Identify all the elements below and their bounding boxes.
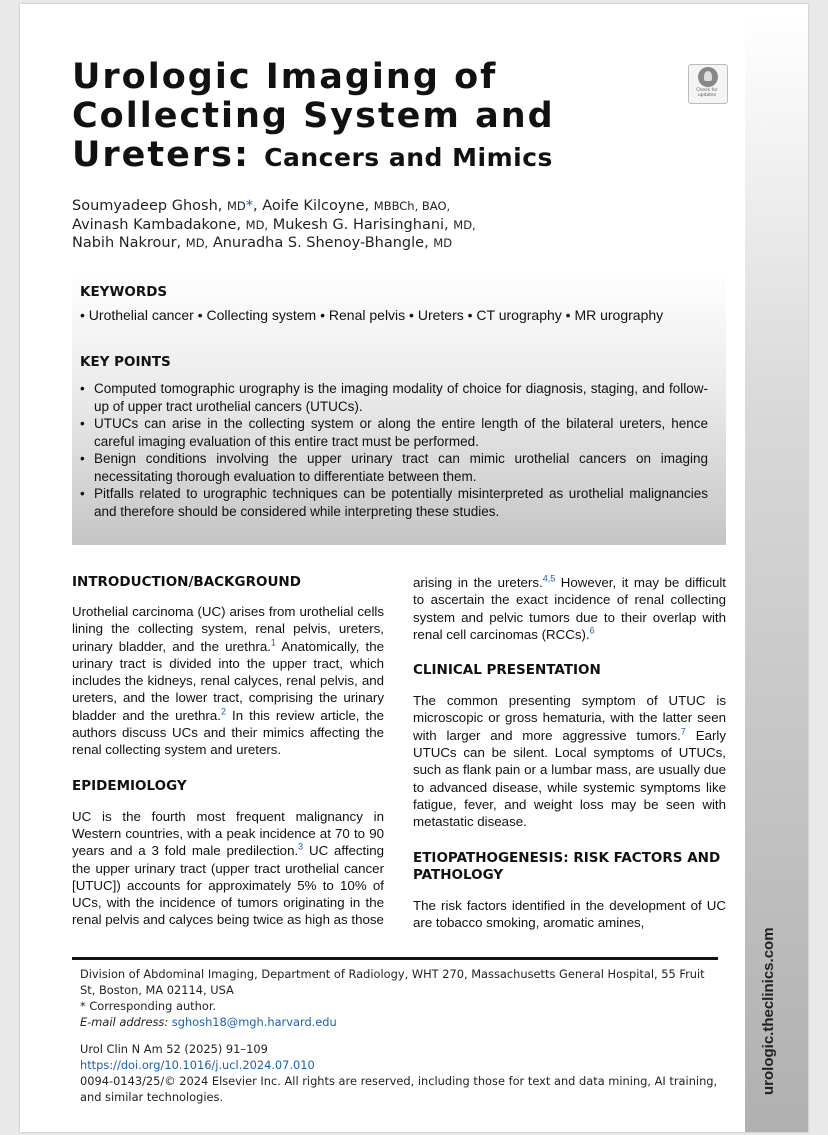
key-point-item: • Pitfalls related to urographic techniques can be potentially misinterpreted as urothelial malignancies and therefore should be considered while interpreting these studies.	[80, 485, 708, 520]
reference-link[interactable]: 6	[589, 625, 595, 636]
author-degree: MD,	[453, 217, 476, 232]
email-label: E-mail address:	[80, 1015, 169, 1029]
author-name: Avinash Kambadakone,	[72, 216, 242, 233]
right-column	[413, 574, 726, 931]
reference-link[interactable]: 4,5	[542, 573, 556, 584]
reference-link[interactable]: 7	[680, 726, 686, 737]
key-points-list	[80, 380, 708, 520]
epi-text: UC affecting the upper urinary tract (upper tract urothelial cancer [UTUC]) accounts for approximately 5% to 10% of UCs, with the incidence of tumors originating in the renal pelvis and calyces being twice as high as those	[72, 843, 384, 928]
author-name: Nabih Nakrour,	[72, 235, 182, 251]
article-title	[72, 58, 672, 177]
cont-text: However, it may be difficult to ascertain the exact incidence of renal collecting system and pelvic tumors due to their overlap with renal cell carcinomas (RCCs).	[413, 575, 726, 642]
intro-text: Urothelial carcinoma (UC) arises from urothelial cells lining the collecting system, renal pelvis, ureters, urinary bladder, and the urethra.	[72, 604, 384, 654]
epidemiology-paragraph	[72, 808, 384, 929]
author-degree: MBBCh, BAO,	[373, 199, 451, 213]
key-point-item: • Benign conditions involving the upper urinary tract can mimic urothelial cancers on imaging necessitating thorough evaluation to differentiate between them.	[80, 450, 708, 485]
etiopathogenesis-paragraph: The risk factors identified in the development of UC are tobacco smoking, aromatic amines,	[413, 897, 726, 930]
clin-text: The common presenting symptom of UTUC is microscopic or gross hematuria, with the latter seen with larger and more aggressive tumors.	[413, 693, 726, 743]
doi-link[interactable]: https://doi.org/10.1016/j.ucl.2024.07.010	[80, 1058, 315, 1072]
author-list: Soumyadeep Ghosh, MD*, Aoife Kilcoyne, MBBCh, BAO, Avinash Kambadakone, MD, Mukesh G. Harisinghani, MD, Nabih Nakrour, MD, Anuradha S. Shenoy-Bhangle, MD	[72, 198, 476, 251]
epi-text: UC is the fourth most frequent malignancy in Western countries, with a peak incidence at 70 to 90 years and a 3 fold male predilection.	[72, 808, 384, 859]
key-point-item: • UTUCs can arise in the collecting system or along the entire length of the bilateral ureters, hence careful imaging evaluation of this entire tract must be performed.	[80, 415, 708, 450]
corresponding-author-mark[interactable]: *	[245, 198, 254, 214]
copyright: 0094-0143/25/© 2024 Elsevier Inc. All rights are reserved, including those for text and data mining, AI training, and similar technologies.	[80, 1074, 718, 1104]
intro-paragraph	[72, 603, 384, 759]
clinical-paragraph	[413, 692, 726, 830]
keywords-list: • Urothelial cancer • Collecting system • Renal pelvis • Ureters • CT urography • MR urography	[80, 307, 664, 323]
title-line-1: Urologic Imaging of	[72, 57, 498, 97]
email-link[interactable]: sghosh18@mgh.harvard.edu	[171, 1015, 337, 1029]
author-degree: MD	[433, 236, 453, 250]
key-points-heading: KEY POINTS	[80, 354, 171, 370]
key-point-item: • Computed tomographic urography is the imaging modality of choice for diagnosis, staging, and follow-up of upper tract urothelial cancers (UTUCs).	[80, 380, 708, 415]
citation: Urol Clin N Am 52 (2025) 91–109	[80, 1042, 268, 1056]
check-for-updates-label: Check for updates	[696, 88, 718, 98]
keywords-keypoints-box	[72, 271, 726, 545]
keywords-heading: KEYWORDS	[80, 284, 168, 300]
author-name: Soumyadeep Ghosh,	[72, 198, 223, 214]
author-degree: MD,	[185, 236, 209, 250]
author-name: Anuradha S. Shenoy-Bhangle,	[212, 235, 429, 251]
continued-paragraph	[413, 574, 726, 643]
affiliation: Division of Abdominal Imaging, Department of Radiology, WHT 270, Massachusetts General Hospital, 55 Fruit St, Boston, MA 02114, USA	[80, 967, 705, 997]
reference-link[interactable]: 3	[298, 841, 304, 852]
corresponding-note: * Corresponding author.	[80, 999, 217, 1013]
author-degree: MD	[226, 199, 246, 213]
epidemiology-heading: EPIDEMIOLOGY	[72, 777, 187, 794]
etiopathogenesis-heading: ETIOPATHOGENESIS: RISK FACTORS AND PATHOLOGY	[413, 849, 721, 883]
journal-website[interactable]: urologic.theclinics.com	[760, 927, 777, 1095]
reference-link[interactable]: 1	[270, 637, 276, 648]
intro-text: Anatomically, the urinary tract is divided into the upper tract, which includes the kidneys, renal calyces, renal pelvis, and ureters, and the lower tract, comprising the urinary bladder and the urethra.	[72, 638, 385, 723]
check-for-updates-badge[interactable]	[688, 64, 728, 104]
intro-text: In this review article, the authors discuss UCs and their mimics affecting the renal collecting system and ureters.	[72, 707, 385, 758]
intro-heading: INTRODUCTION/BACKGROUND	[72, 574, 301, 590]
title-line-3: Ureters:	[72, 135, 250, 175]
email-line	[80, 1014, 722, 1030]
clin-text: Early UTUCs can be silent. Local symptoms of UTUCs, such as flank pain or a lumbar mass, are usually due to advanced disease, while systemic symptoms like fatigue, fever, and weight loss may be seen with metastatic disease.	[413, 727, 726, 830]
left-column	[72, 574, 384, 929]
cont-text: arising in the ureters.	[413, 575, 543, 590]
reference-link[interactable]: 2	[220, 706, 226, 717]
article-footer	[80, 966, 722, 1105]
author-name: Mukesh G. Harisinghani,	[272, 216, 449, 233]
author-name: Aoife Kilcoyne,	[262, 198, 370, 214]
clinical-heading: CLINICAL PRESENTATION	[413, 662, 601, 679]
footer-divider	[72, 957, 718, 960]
article-subtitle: Cancers and Mimics	[264, 143, 553, 172]
author-degree: MD,	[245, 217, 269, 232]
bookmark-icon	[698, 67, 718, 87]
title-line-2: Collecting System and	[72, 96, 555, 136]
